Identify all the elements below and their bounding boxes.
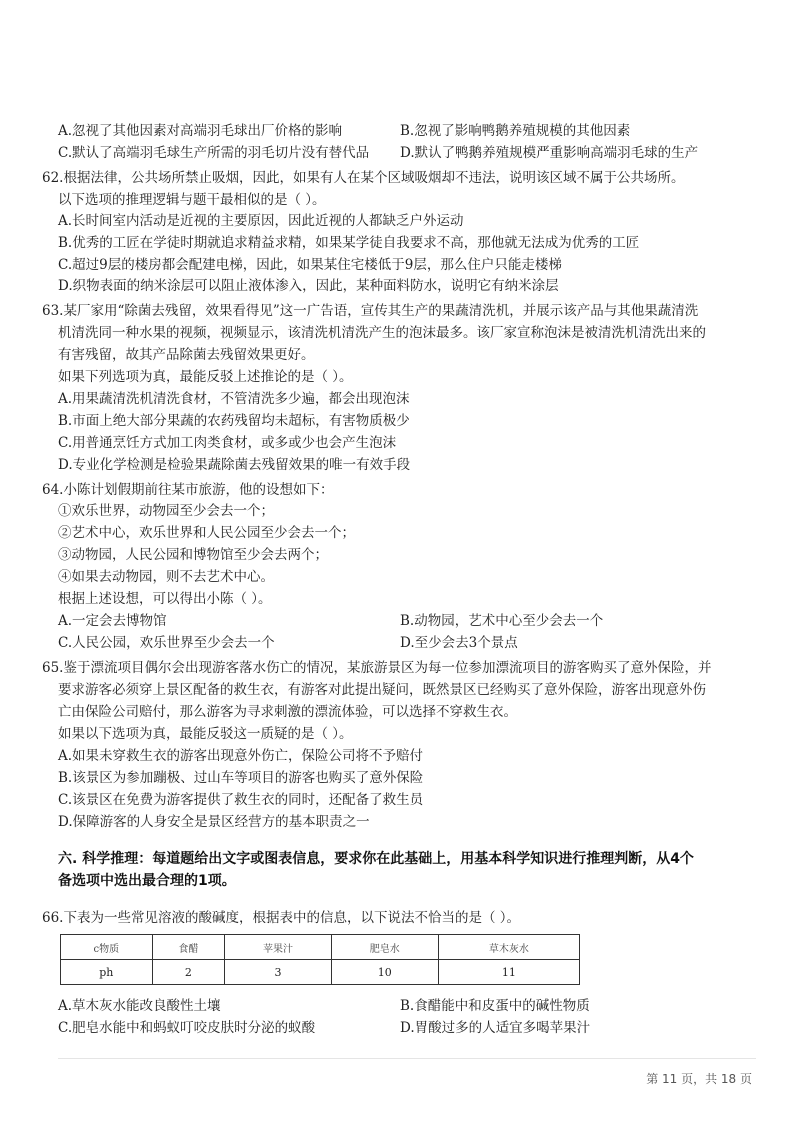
q65-option-b[interactable]: B.该景区为参加蹦极、过山车等项目的游客也购买了意外保险: [58, 770, 424, 786]
ph-table-header-cell: 肥皂水: [331, 935, 438, 960]
footer-divider: [58, 1058, 756, 1059]
ph-table-cell: 11: [438, 960, 579, 985]
q62-option-b[interactable]: B.优秀的工匠在学徒时期就追求精益求精，如果某学徒自我要求不高，那他就无法成为优秀的工匠: [58, 235, 640, 251]
q61-option-c[interactable]: C.默认了高端羽毛球生产所需的羽毛切片没有替代品: [58, 145, 370, 161]
q62-option-c[interactable]: C.超过9层的楼房都会配建电梯，因此，如果某住宅楼低于9层，那么住户只能走楼梯: [58, 257, 562, 273]
q65-stem-line1: 65.鉴于漂流项目偶尔会出现游客落水伤亡的情况，某旅游景区为每一位参加漂流项目的游客购买了意外保险，并: [42, 660, 712, 676]
q63-stem-line3: 有害残留，故其产品除菌去残留效果更好。: [58, 347, 315, 363]
ph-table-cell: 10: [331, 960, 438, 985]
q62-stem: 62.根据法律，公共场所禁止吸烟，因此，如果有人在某个区域吸烟却不违法，说明该区域不属于公共场所。: [42, 170, 685, 186]
q63-option-b[interactable]: B.市面上绝大部分果蔬的农药残留均未超标，有害物质极少: [58, 413, 410, 429]
q64-condition-1: ①欢乐世界，动物园至少会去一个；: [58, 503, 274, 519]
q65-stem-line3: 亡由保险公司赔付，那么游客为寻求刺激的漂流体验，可以选择不穿救生衣。: [58, 704, 517, 720]
q65-stem-line2: 要求游客必须穿上景区配备的救生衣，有游客对此提出疑问，既然景区已经购买了意外保险，游客出现意外伤: [58, 682, 706, 698]
q64-stem: 64.小陈计划假期前往某市旅游，他的设想如下：: [42, 482, 334, 498]
q66-option-c[interactable]: C.肥皂水能中和蚂蚁叮咬皮肤时分泌的蚁酸: [58, 1020, 316, 1036]
q66-option-d[interactable]: D.胃酸过多的人适宜多喝苹果汁: [400, 1020, 591, 1036]
ph-table-header-cell: c物质: [61, 935, 153, 960]
q61-option-b[interactable]: B.忽视了影响鸭鹅养殖规模的其他因素: [400, 123, 631, 139]
q64-condition-4: ④如果去动物园，则不去艺术中心。: [58, 569, 274, 585]
ph-table: [60, 934, 580, 985]
ph-table-row: [61, 960, 580, 985]
q66-stem: 66.下表为一些常见溶液的酸碱度，根据表中的信息，以下说法不恰当的是（ ）。: [42, 910, 521, 926]
q64-option-b[interactable]: B.动物园，艺术中心至少会去一个: [400, 613, 604, 629]
q61-option-a[interactable]: A.忽视了其他因素对高端羽毛球出厂价格的影响: [58, 123, 343, 139]
q62-prompt: 以下选项的推理逻辑与题干最相似的是（ ）。: [58, 192, 326, 208]
q63-option-c[interactable]: C.用普通烹饪方式加工肉类食材，或多或少也会产生泡沫: [58, 435, 397, 451]
q63-prompt: 如果下列选项为真，最能反驳上述推论的是（ ）。: [58, 369, 353, 385]
section-heading-line2: 备选项中选出最合理的1项。: [58, 873, 236, 889]
q63-stem-line2: 机清洗同一种水果的视频，视频显示，该清洗机清洗产生的泡沫最多。该厂家宣称泡沫是被清洗机清洗出来的: [58, 325, 706, 341]
section-heading-line1: 六. 科学推理：每道题给出文字或图表信息，要求你在此基础上，用基本科学知识进行推理判断，从4个: [58, 851, 694, 867]
ph-table-cell: 2: [152, 960, 224, 985]
q63-option-a[interactable]: A.用果蔬清洗机清洗食材，不管清洗多少遍，都会出现泡沫: [58, 391, 410, 407]
q64-condition-3: ③动物园，人民公园和博物馆至少会去两个；: [58, 547, 328, 563]
ph-table-header-cell: 苹果汁: [225, 935, 332, 960]
q65-prompt: 如果以下选项为真，最能反驳这一质疑的是（ ）。: [58, 726, 353, 742]
q62-option-d[interactable]: D.织物表面的纳米涂层可以阻止液体渗入，因此，某种面料防水，说明它有纳米涂层: [58, 278, 559, 294]
q64-option-d[interactable]: D.至少会去3个景点: [400, 635, 518, 651]
q64-option-a[interactable]: A.一定会去博物馆: [58, 613, 167, 629]
ph-table-header-cell: 草木灰水: [438, 935, 579, 960]
q64-prompt: 根据上述设想，可以得出小陈（ ）。: [58, 591, 272, 607]
q63-stem-line1: 63.某厂家用“除菌去残留，效果看得见”这一广告语，宣传其生产的果蔬清洗机，并展示该产品与其他果蔬清洗: [42, 303, 699, 319]
q66-option-a[interactable]: A.草木灰水能改良酸性土壤: [58, 998, 221, 1014]
q64-condition-2: ②艺术中心，欢乐世界和人民公园至少会去一个；: [58, 525, 355, 541]
q64-option-c[interactable]: C.人民公园，欢乐世界至少会去一个: [58, 635, 275, 651]
q66-option-b[interactable]: B.食醋能中和皮蛋中的碱性物质: [400, 998, 590, 1014]
q63-option-d[interactable]: D.专业化学检测是检验果蔬除菌去残留效果的唯一有效手段: [58, 457, 411, 473]
q62-option-a[interactable]: A.长时间室内活动是近视的主要原因，因此近视的人都缺乏户外运动: [58, 213, 464, 229]
q65-option-a[interactable]: A.如果未穿救生衣的游客出现意外伤亡，保险公司将不予赔付: [58, 748, 424, 764]
q61-option-d[interactable]: D.默认了鸭鹅养殖规模严重影响高端羽毛球的生产: [400, 145, 699, 161]
q65-option-c[interactable]: C.该景区在免费为游客提供了救生衣的同时，还配备了救生员: [58, 792, 424, 808]
page-number: 第 11 页，共 18 页: [646, 1072, 752, 1086]
ph-table-header-row: [61, 935, 580, 960]
q65-option-d[interactable]: D.保障游客的人身安全是景区经营方的基本职责之一: [58, 814, 370, 830]
ph-table-header-cell: 食醋: [152, 935, 224, 960]
ph-table-cell: ph: [61, 960, 153, 985]
ph-table-cell: 3: [225, 960, 332, 985]
